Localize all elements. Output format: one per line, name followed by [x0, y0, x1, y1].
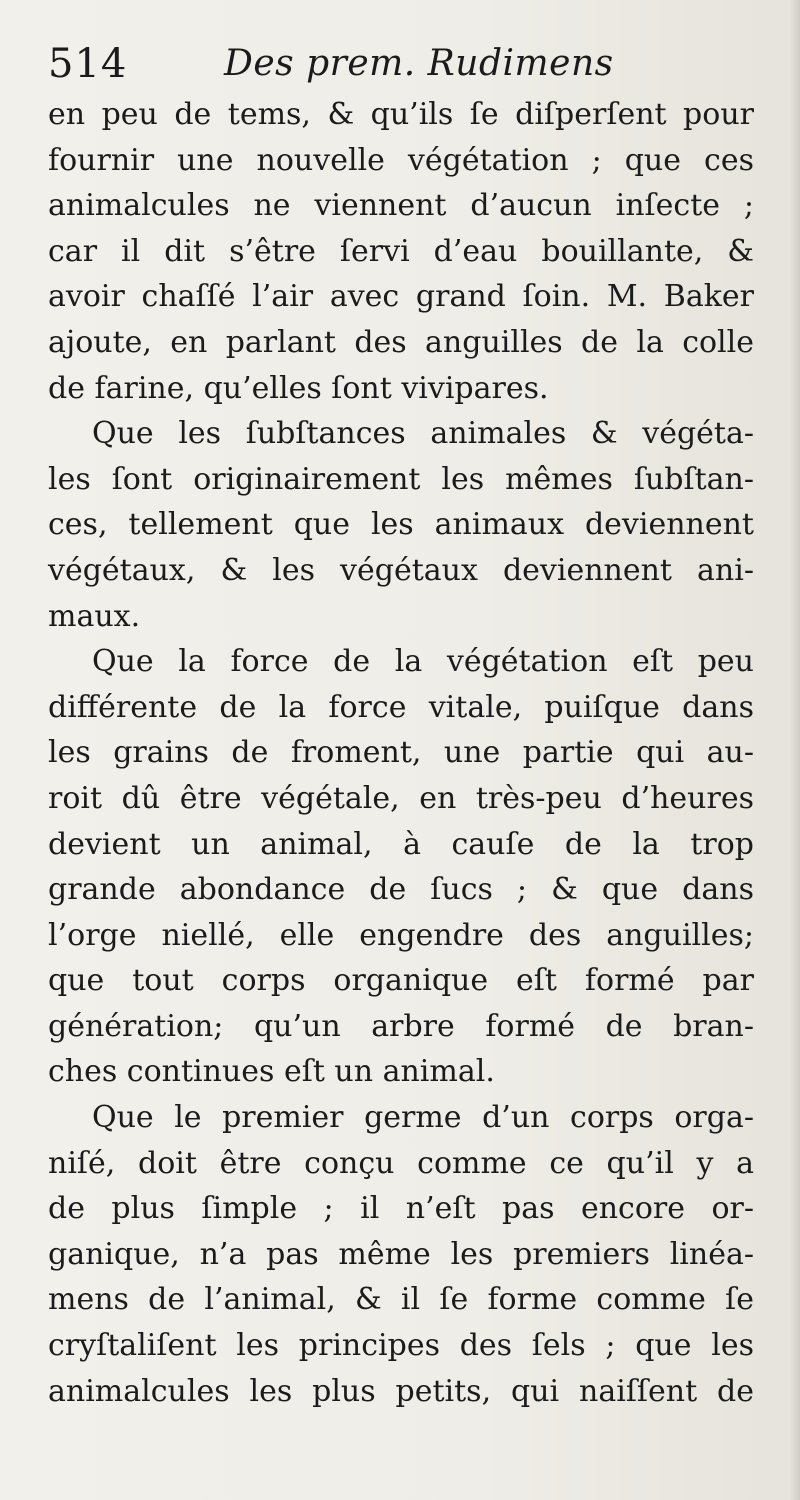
text-line: niſé, doit être conçu comme ce qu’il y a — [48, 1145, 754, 1181]
text-line: fournir une nouvelle végétation ; que ces — [48, 142, 754, 178]
page-number: 514 — [48, 41, 128, 87]
text-line: cryſtaliſent les principes des ſels ; que les — [48, 1328, 754, 1364]
text-line: les grains de froment, une partie qui au- — [48, 735, 754, 771]
text-line: Que le premier germe d’un corps orga- — [92, 1100, 754, 1136]
text-line: végétaux, & les végétaux deviennent ani- — [48, 552, 754, 588]
text-line: Que la force de la végétation eſt peu — [92, 644, 754, 680]
text-line: maux. — [48, 598, 141, 634]
text-line: ces, tellement que les animaux deviennent — [48, 507, 754, 543]
text-line: Que les ſubſtances animales & végéta- — [92, 416, 754, 452]
paragraph-3 — [48, 639, 754, 1095]
text-line: roit dû être végétale, en très-peu d’heures — [48, 780, 754, 816]
text-line: grande abondance de ſucs ; & que dans — [48, 872, 754, 908]
page-edge-shadow — [790, 0, 800, 1500]
text-line: en peu de tems, & qu’ils ſe diſperſent pour — [48, 97, 754, 132]
text-line: ganique, n’a pas même les premiers linéa- — [48, 1236, 754, 1272]
text-line: devient un animal, à cauſe de la trop — [48, 826, 754, 862]
text-line: les ſont originairement les mêmes ſubſtan- — [48, 461, 754, 497]
text-line: animalcules les plus petits, qui naiſſent de — [48, 1373, 754, 1409]
paragraph-2 — [48, 411, 754, 639]
text-line: avoir chaſſé l’air avec grand ſoin. M. Baker — [48, 279, 754, 315]
text-line: que tout corps organique eſt formé par — [48, 963, 754, 999]
text-line: de farine, qu’elles ſont vivipares. — [48, 370, 549, 406]
text-line: car il dit s’être ſervi d’eau bouillante, & — [48, 233, 754, 269]
text-line: différente de la force vitale, puiſque dans — [48, 689, 754, 725]
text-line: génération; qu’un arbre formé de bran- — [48, 1008, 754, 1044]
text-line: ajoute, en parlant des anguilles de la colle — [48, 324, 754, 360]
paragraph-4 — [48, 1095, 754, 1414]
text-line: de plus ſimple ; il n’eſt pas encore or- — [48, 1191, 754, 1227]
page-header — [48, 36, 754, 92]
paragraph-1 — [48, 92, 754, 411]
text-line: animalcules ne viennent d’aucun inſecte ; — [48, 188, 754, 224]
text-line: l’orge niellé, elle engendre des anguilles; — [48, 917, 754, 953]
running-head: Des prem. Rudimens — [224, 43, 614, 84]
text-line: mens de l’animal, & il ſe forme comme ſe — [48, 1282, 754, 1318]
text-line: ches continues eſt un animal. — [48, 1054, 495, 1090]
